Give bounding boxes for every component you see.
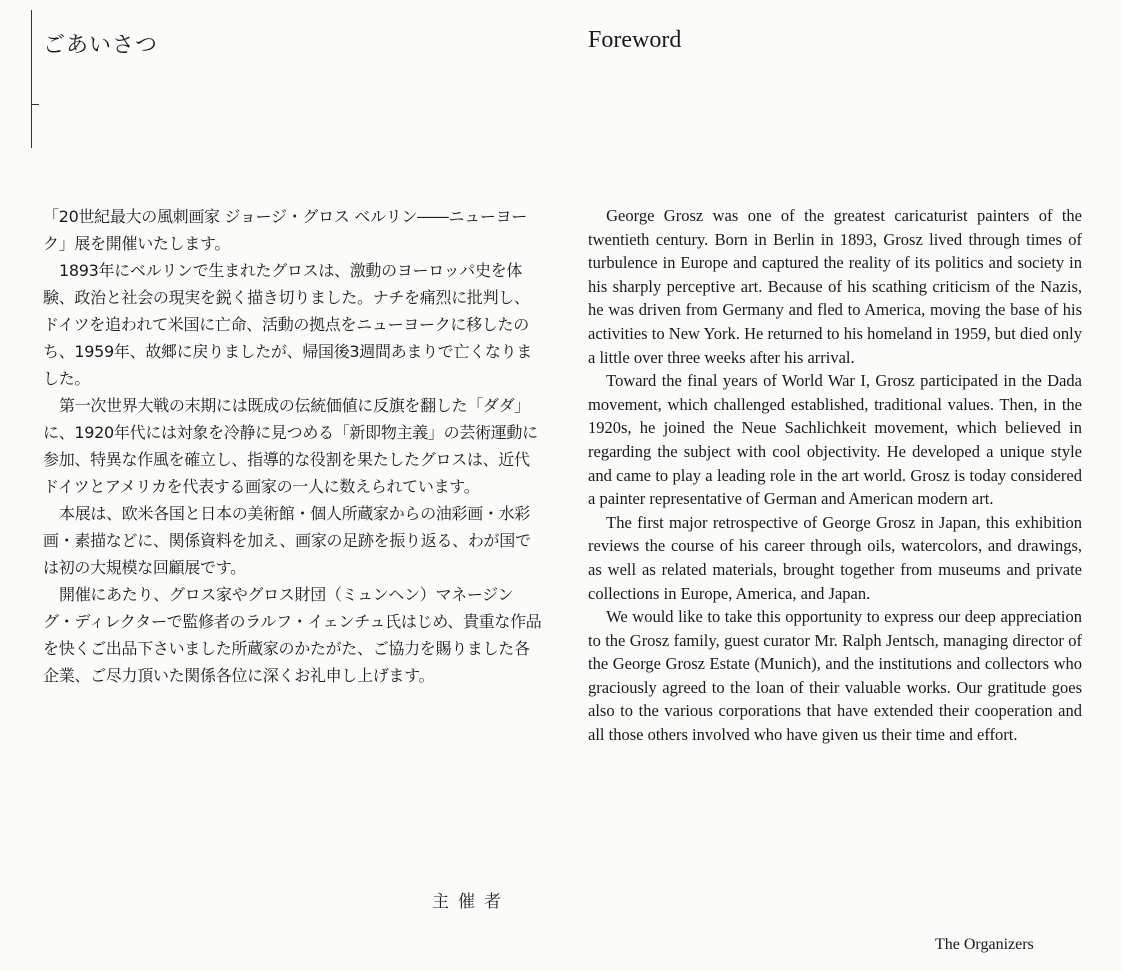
japanese-paragraph-1: 「20世紀最大の風刺画家 ジョージ・グロス ベルリン――ニューヨーク」展を開催いたします。 [43, 207, 527, 253]
japanese-paragraph-3: 第一次世界大戦の末期には既成の伝統価値に反旗を翻した「ダダ」に、1920年代には対象を冷静に見つめる「新即物主義」の芸術運動に参加、特異な作風を確立し、指導的な役割を果たしたグロスは、近代ドイツとアメリカを代表する画家の一人に数えられています。 [43, 396, 538, 496]
japanese-signature: 主催者 [432, 892, 510, 912]
english-paragraph-4: We would like to take this opportunity to express our deep appreciation to the Grosz family, guest curator Mr. Ralph Jentsch, managing director of the George Grosz Estate (Munich), and the institutions and collectors who graciously agreed to the loan of their valuable works. Our gratitude goes also to the various corporations that have extended their cooperation and all those others involved who have given us their time and effort. [588, 607, 1082, 745]
english-paragraph-3: The first major retrospective of George Grosz in Japan, this exhibition reviews the course of his career through oils, watercolors, and drawings, as well as related materials, brought together from museums and private collections in Europe, America, and Japan. [588, 512, 1082, 603]
margin-rule-vertical [31, 10, 32, 148]
english-body [588, 204, 1082, 747]
japanese-body [43, 203, 543, 689]
english-heading: Foreword [588, 27, 682, 53]
japanese-heading: ごあいさつ [43, 33, 159, 58]
english-signature: The Organizers [935, 936, 1034, 953]
margin-rule-tick [31, 104, 39, 105]
japanese-paragraph-5: 開催にあたり、グロス家やグロス財団（ミュンヘン）マネージング・ディレクターで監修者のラルフ・イェンチュ氏はじめ、貴重な作品を快くご出品下さいました所蔵家のかたがた、ご協力を賜りました各企業、ご尽力頂いた関係各位に深くお礼申し上げます。 [43, 585, 542, 685]
english-paragraph-1: George Grosz was one of the greatest caricaturist painters of the twentieth century. Born in Berlin in 1893, Grosz lived through times of turbulence in Europe and captured the reality of its politics and society in his sharply perceptive art. Because of his scathing criticism of the Nazis, he was driven from Germany and fled to America, moving the base of his activities to New York. He returned to his homeland in 1959, but died only a little over three weeks after his arrival. [588, 206, 1082, 367]
japanese-paragraph-2: 1893年にベルリンで生まれたグロスは、激動のヨーロッパ史を体験、政治と社会の現実を鋭く描き切りました。ナチを痛烈に批判し、ドイツを追われて米国に亡命、活動の拠点をニューヨークに移したのち、1959年、故郷に戻りましたが、帰国後3週間あまりで亡くなりました。 [43, 261, 532, 388]
english-paragraph-2: Toward the final years of World War I, Grosz participated in the Dada movement, which challenged established, traditional values. Then, in the 1920s, he joined the Neue Sachlichkeit movement, which believed in regarding the subject with cool objectivity. He developed a unique style and came to play a leading role in the art world. Grosz is today considered a painter representative of German and American modern art. [588, 371, 1082, 509]
japanese-paragraph-4: 本展は、欧米各国と日本の美術館・個人所蔵家からの油彩画・水彩画・素描などに、関係資料を加え、画家の足跡を振り返る、わが国では初の大規模な回顧展です。 [43, 504, 531, 577]
